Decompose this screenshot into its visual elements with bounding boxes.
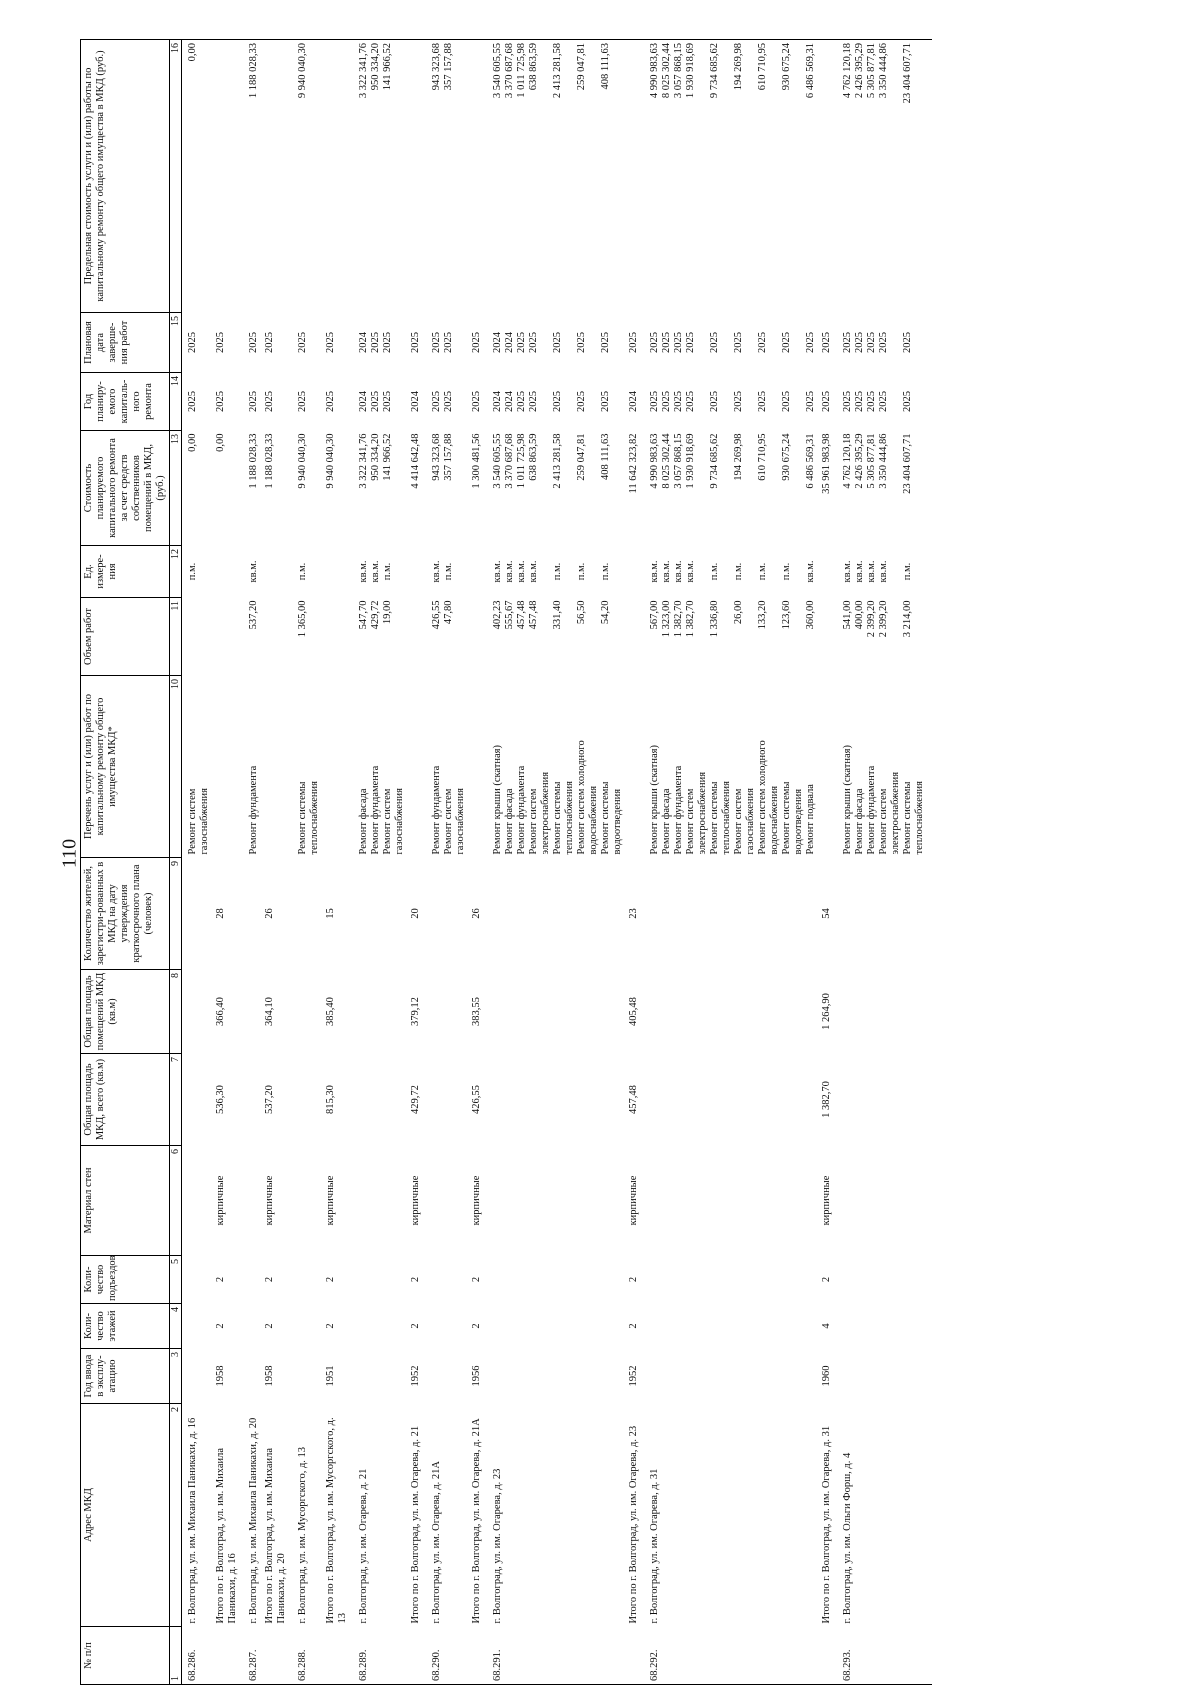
column-number: 15	[170, 313, 182, 373]
cell-col-14: 2024	[410, 391, 421, 412]
cell-col-4: 2	[471, 1323, 482, 1329]
cell-col-5	[353, 1256, 407, 1304]
cell-col-8	[644, 970, 818, 1054]
cell-col-3: 1960	[821, 1365, 832, 1387]
cell-col-11	[468, 598, 487, 676]
cell-col-9	[487, 858, 625, 970]
cell-col-7: 815,30	[325, 1085, 336, 1114]
cell-col-11: 547,70 429,72 19,00	[358, 600, 393, 630]
column-header: Год планиру-емого капиталь-ного ремонта	[81, 373, 170, 431]
cell-col-16	[625, 40, 644, 313]
cell-col-11	[625, 598, 644, 676]
cell-col-2: г. Волгоград, ул. им. Мусоргского, д. 13	[297, 1446, 308, 1624]
cell-col-6	[644, 1146, 818, 1256]
cell-col-9	[353, 858, 407, 970]
cell-col-14: 2025 2025	[431, 391, 454, 412]
cell-col-5: 2	[410, 1276, 421, 1283]
cell-col-3	[243, 1349, 261, 1404]
cell-col-4: 2	[264, 1323, 275, 1329]
cell-col-15: 2025	[325, 332, 336, 353]
cell-col-10	[407, 676, 426, 858]
cell-col-15: 2025	[628, 332, 639, 353]
cell-col-9: 15	[325, 908, 336, 919]
cell-col-12	[212, 546, 243, 598]
column-number: 13	[170, 431, 182, 546]
cell-col-16	[322, 40, 353, 313]
cell-col-4: 2	[410, 1323, 421, 1329]
column-header: Общая площадь МКД, всего (кв.м)	[81, 1054, 170, 1146]
cell-col-15: 2025	[248, 332, 259, 353]
column-header: Коли-чество этажей	[81, 1304, 170, 1349]
cell-col-10	[625, 676, 644, 858]
cell-col-10	[322, 676, 353, 858]
cell-col-15: 2025	[264, 332, 275, 353]
cell-col-15: 2025	[187, 332, 198, 353]
cell-col-3: 1956	[471, 1365, 482, 1387]
cell-col-4	[837, 1304, 932, 1349]
cell-col-16: 1 188 028,33	[243, 40, 261, 313]
cell-col-13: 1 300 481,56	[471, 433, 482, 489]
cell-col-1	[818, 1627, 837, 1685]
cell-col-7: 457,48	[628, 1085, 639, 1114]
column-number-row	[170, 40, 182, 1685]
cell-col-9: 26	[471, 908, 482, 919]
cell-col-15: 2024 2025 2025	[358, 332, 393, 353]
cell-col-9	[837, 858, 932, 970]
total-row	[212, 40, 243, 1685]
cell-col-15: 2025	[821, 332, 832, 353]
cell-col-6	[243, 1146, 261, 1256]
address-row	[487, 40, 625, 1685]
cell-col-7	[292, 1054, 322, 1146]
cell-col-11: 1 365,00	[297, 600, 308, 638]
cell-col-14: 2024	[628, 391, 639, 412]
cell-col-2: Итого по г. Волгоград, ул. им. Огарева, д. 31	[821, 1425, 832, 1624]
cell-col-4	[292, 1304, 322, 1349]
cell-col-13: 11 642 323,82	[628, 433, 639, 494]
cell-col-10	[468, 676, 487, 858]
cell-col-3	[487, 1349, 625, 1404]
cell-col-3	[353, 1349, 407, 1404]
cell-col-1: 68.287.	[243, 1627, 261, 1685]
total-row	[261, 40, 292, 1685]
column-number: 6	[170, 1146, 182, 1256]
column-header: Ед. измере-ния	[81, 546, 170, 598]
cell-col-13: 0,00	[215, 433, 226, 452]
cell-col-15: 2025 2025	[431, 332, 454, 353]
cell-col-10: Ремонт крыши (скатная) Ремонт фасада Ремонт фундамента Ремонт систем электроснабжения Ремонт системы теплоснабжения Ремонт систем газоснабжения Ремонт систем холодного водоснабжения Ремонт системы водоотведения Ремонт подвала	[649, 740, 816, 855]
cell-col-2: г. Волгоград, ул. им. Михаила Паникахи, д. 16	[187, 1417, 198, 1624]
cell-col-13: 4 762 120,18 2 426 395,29 5 305 877,81 3 350 444,86 23 404 607,71	[842, 433, 913, 494]
cell-col-6	[292, 1146, 322, 1256]
cell-col-11: 426,55 47,80	[431, 600, 454, 630]
cell-col-1: 68.289.	[353, 1627, 407, 1685]
cell-col-12: кв.м. кв.м. п.м.	[358, 560, 393, 583]
table-body	[182, 40, 933, 1685]
cell-col-6: кирпичные	[471, 1175, 482, 1226]
column-header: Плановая дата заверше-ния работ	[81, 313, 170, 373]
cell-col-4	[182, 1304, 213, 1349]
column-header: Коли-чество подъездов	[81, 1256, 170, 1304]
cell-col-14: 2024 2025 2025	[358, 391, 393, 412]
cell-col-1: 68.286.	[182, 1627, 213, 1685]
column-number: 14	[170, 373, 182, 431]
cell-col-8	[292, 970, 322, 1054]
cell-col-12	[625, 546, 644, 598]
cell-col-9: 23	[628, 908, 639, 919]
cell-col-13: 1 188 028,33	[264, 433, 275, 489]
rotated-table-container	[80, 40, 1125, 1685]
column-header: Год ввода в эксплу-атацию	[81, 1349, 170, 1404]
cell-col-7	[837, 1054, 932, 1146]
cell-col-4	[487, 1304, 625, 1349]
cell-col-9	[426, 858, 468, 970]
cell-col-13: 4 414 642,48	[410, 433, 421, 489]
address-row	[292, 40, 322, 1685]
column-number: 16	[170, 40, 182, 313]
cell-col-9: 28	[215, 908, 226, 919]
cell-col-14: 2025	[264, 391, 275, 412]
cell-col-12	[407, 546, 426, 598]
cell-col-10: Ремонт фасада Ремонт фундамента Ремонт систем газоснабжения	[358, 765, 405, 855]
cell-col-9	[243, 858, 261, 970]
cell-col-5	[426, 1256, 468, 1304]
cell-col-5: 2	[821, 1276, 832, 1283]
cell-col-8: 385,40	[325, 997, 336, 1026]
column-number: 8	[170, 970, 182, 1054]
cell-col-6: кирпичные	[628, 1175, 639, 1226]
cell-col-3	[182, 1349, 213, 1404]
cell-col-8	[182, 970, 213, 1054]
cell-col-16	[818, 40, 837, 313]
cell-col-11	[407, 598, 426, 676]
cell-col-4: 2	[215, 1323, 226, 1329]
cell-col-7	[487, 1054, 625, 1146]
cell-col-14: 2025	[325, 391, 336, 412]
cell-col-2: г. Волгоград, ул. им. Огарева, д. 31	[649, 1468, 660, 1624]
cell-col-14: 2025	[821, 391, 832, 412]
cell-col-16: 3 322 341,76 950 334,20 141 966,52	[353, 40, 407, 313]
cell-col-13: 943 323,68 357 157,88	[431, 433, 454, 481]
cell-col-12	[818, 546, 837, 598]
cell-col-7	[353, 1054, 407, 1146]
cell-col-6: кирпичные	[215, 1175, 226, 1226]
cell-col-1	[625, 1627, 644, 1685]
cell-col-6	[837, 1146, 932, 1256]
cell-col-1	[212, 1627, 243, 1685]
cell-col-15: 2025 2025 2025 2025 2025 2025 2025 2025 2025	[649, 332, 816, 353]
header-row	[81, 40, 170, 1685]
cell-col-4	[243, 1304, 261, 1349]
column-header: Количество жителей, зарегистри-рованных в МКД на дату утверждения краткосрочного плана (человек)	[81, 858, 170, 970]
cell-col-10	[818, 676, 837, 858]
cell-col-7	[644, 1054, 818, 1146]
cell-col-12: кв.м. кв.м. кв.м. кв.м. п.м. п.м. п.м.	[492, 560, 611, 583]
cell-col-16: 943 323,68 357 157,88	[426, 40, 468, 313]
cell-col-8: 366,40	[215, 997, 226, 1026]
cell-col-1	[322, 1627, 353, 1685]
column-number: 11	[170, 598, 182, 676]
cell-col-5: 2	[628, 1276, 639, 1283]
column-number: 12	[170, 546, 182, 598]
cell-col-12: п.м.	[297, 562, 308, 581]
cell-col-14: 2025 2025 2025 2025 2025 2025 2025 2025 2025	[649, 391, 816, 412]
cell-col-3: 1952	[628, 1365, 639, 1387]
cell-col-12	[261, 546, 292, 598]
cell-col-3: 1958	[264, 1365, 275, 1387]
cell-col-1: 68.291.	[487, 1627, 625, 1685]
cell-col-7: 537,20	[264, 1085, 275, 1114]
cell-col-5	[837, 1256, 932, 1304]
cell-col-9: 26	[264, 908, 275, 919]
cell-col-8	[426, 970, 468, 1054]
cell-col-10: Ремонт систем газоснабжения	[187, 788, 210, 855]
cell-col-8	[353, 970, 407, 1054]
cell-col-9	[292, 858, 322, 970]
cell-col-8: 364,10	[264, 997, 275, 1026]
cell-col-2: Итого по г. Волгоград, ул. им. Мусоргского, д. 13	[325, 1417, 348, 1624]
capital-repair-plan-table	[80, 39, 932, 1685]
column-header: Адрес МКД	[81, 1404, 170, 1627]
cell-col-5: 2	[325, 1276, 336, 1283]
cell-col-13: 1 188 028,33	[248, 433, 259, 489]
cell-col-7: 429,72	[410, 1085, 421, 1114]
cell-col-13: 9 940 040,30	[297, 433, 308, 489]
cell-col-10: Ремонт системы теплоснабжения	[297, 781, 320, 855]
column-header: Материал стен	[81, 1146, 170, 1256]
cell-col-7	[426, 1054, 468, 1146]
cell-col-2: г. Волгоград, ул. им. Ольги Форш, д. 4	[842, 1452, 853, 1624]
cell-col-1: 68.288.	[292, 1627, 322, 1685]
cell-col-10: Ремонт фундамента Ремонт систем газоснабжения	[431, 765, 466, 855]
cell-col-4	[426, 1304, 468, 1349]
page-number: 110	[58, 838, 81, 869]
cell-col-13: 9 940 040,30	[325, 433, 336, 489]
cell-col-5: 2	[215, 1276, 226, 1283]
cell-col-10: Ремонт фундамента	[248, 765, 259, 855]
cell-col-5	[487, 1256, 625, 1304]
cell-col-2: Итого по г. Волгоград, ул. им. Огарева, д. 23	[628, 1425, 639, 1624]
cell-col-14: 2024 2024 2025 2025 2025 2025 2025	[492, 391, 611, 412]
cell-col-10: Ремонт крыши (скатная) Ремонт фасада Ремонт фундамента Ремонт систем электроснабжения Ремонт системы теплоснабжения Ремонт систем холодного водоснабжения Ремонт системы водоотведения	[492, 740, 623, 855]
address-row	[182, 40, 213, 1685]
cell-col-13: 3 540 605,55 3 370 687,68 1 011 725,98 638 863,59 2 413 281,58 259 047,81 408 111,63	[492, 433, 611, 489]
cell-col-16	[407, 40, 426, 313]
column-number: 7	[170, 1054, 182, 1146]
address-row	[837, 40, 932, 1685]
cell-col-8: 379,12	[410, 997, 421, 1026]
cell-col-15: 2025 2025 2025 2025 2025	[842, 332, 913, 353]
cell-col-2: Итого по г. Волгоград, ул. им. Огарева, д. 21	[410, 1425, 421, 1624]
cell-col-11: 567,00 1 323,00 1 382,70 1 382,70 1 336,80 26,00 133,20 123,60 360,00	[649, 600, 816, 638]
cell-col-6: кирпичные	[821, 1175, 832, 1226]
cell-col-15: 2025	[297, 332, 308, 353]
cell-col-4: 2	[628, 1323, 639, 1329]
cell-col-14: 2025	[297, 391, 308, 412]
column-number: 9	[170, 858, 182, 970]
cell-col-8: 1 264,90	[821, 993, 832, 1030]
cell-col-12: кв.м. п.м.	[431, 560, 454, 583]
cell-col-8	[487, 970, 625, 1054]
cell-col-10: Ремонт крыши (скатная) Ремонт фасада Ремонт фундамента Ремонт систем электроснабжения Ремонт системы теплоснабжения	[842, 744, 925, 855]
cell-col-7: 1 382,70	[821, 1081, 832, 1118]
cell-col-5	[243, 1256, 261, 1304]
cell-col-6	[353, 1146, 407, 1256]
column-number: 1	[170, 1627, 182, 1685]
column-number: 2	[170, 1404, 182, 1627]
cell-col-3	[837, 1349, 932, 1404]
cell-col-11	[818, 598, 837, 676]
cell-col-8	[837, 970, 932, 1054]
cell-col-14: 2025	[471, 391, 482, 412]
cell-col-2: г. Волгоград, ул. им. Огарева, д. 21	[358, 1468, 369, 1624]
address-row	[426, 40, 468, 1685]
cell-col-16: 4 990 983,63 8 025 302,44 3 057 868,15 1 930 918,69 9 734 685,62 194 269,98 610 710,95 930 675,24 6 486 569,31	[644, 40, 818, 313]
cell-col-14: 2025 2025 2025 2025 2025	[842, 391, 913, 412]
cell-col-9	[644, 858, 818, 970]
column-header: Предельная стоимость услуги и (или) работы по капитальному ремонту общего имущества в МКД (руб.)	[81, 40, 170, 313]
cell-col-7: 536,30	[215, 1085, 226, 1114]
cell-col-1: 68.290.	[426, 1627, 468, 1685]
column-number: 3	[170, 1349, 182, 1404]
cell-col-3: 1952	[410, 1365, 421, 1387]
column-number: 10	[170, 676, 182, 858]
cell-col-16	[212, 40, 243, 313]
cell-col-8	[243, 970, 261, 1054]
cell-col-11	[212, 598, 243, 676]
cell-col-5: 2	[471, 1276, 482, 1283]
column-header: Перечень услуг и (или) работ по капитальному ремонту общего имущества МКД*	[81, 676, 170, 858]
cell-col-16: 4 762 120,18 2 426 395,29 5 305 877,81 3 350 444,86 23 404 607,71	[837, 40, 932, 313]
cell-col-16: 3 540 605,55 3 370 687,68 1 011 725,98 638 863,59 2 413 281,58 259 047,81 408 111,63	[487, 40, 625, 313]
cell-col-14: 2025	[187, 391, 198, 412]
cell-col-15: 2024 2024 2025 2025 2025 2025 2025	[492, 332, 611, 353]
cell-col-5	[292, 1256, 322, 1304]
cell-col-2: г. Волгоград, ул. им. Огарева, д. 21А	[431, 1461, 442, 1624]
cell-col-2: г. Волгоград, ул. им. Огарева, д. 23	[492, 1468, 503, 1624]
cell-col-11	[182, 598, 213, 676]
cell-col-12	[322, 546, 353, 598]
cell-col-12: кв.м. кв.м. кв.м. кв.м. п.м. п.м. п.м. п.м. кв.м.	[649, 560, 816, 583]
address-row	[644, 40, 818, 1685]
column-header: Стоимость планируемого капитального ремонта за счет средств собственников помещений в МКД, (руб.)	[81, 431, 170, 546]
cell-col-10	[212, 676, 243, 858]
cell-col-16: 0,00	[182, 40, 213, 313]
cell-col-11: 537,20	[248, 600, 259, 630]
cell-col-7: 426,55	[471, 1085, 482, 1114]
address-row	[353, 40, 407, 1685]
cell-col-4	[353, 1304, 407, 1349]
cell-col-6: кирпичные	[325, 1175, 336, 1226]
cell-col-6	[487, 1146, 625, 1256]
cell-col-11: 402,23 555,67 457,48 457,48 331,40 56,50 54,20	[492, 600, 611, 630]
cell-col-1	[468, 1627, 487, 1685]
cell-col-1	[407, 1627, 426, 1685]
cell-col-10	[261, 676, 292, 858]
cell-col-5	[182, 1256, 213, 1304]
cell-col-15: 2025	[471, 332, 482, 353]
column-header: № п/п	[81, 1627, 170, 1685]
column-header: Объем работ	[81, 598, 170, 676]
cell-col-12	[468, 546, 487, 598]
cell-col-9: 20	[410, 908, 421, 919]
cell-col-13: 0,00	[187, 433, 198, 452]
column-number: 5	[170, 1256, 182, 1304]
cell-col-4	[644, 1304, 818, 1349]
cell-col-5	[644, 1256, 818, 1304]
cell-col-12: п.м.	[187, 562, 198, 581]
cell-col-14: 2025	[248, 391, 259, 412]
cell-col-12: кв.м. кв.м. кв.м. кв.м. п.м.	[842, 560, 913, 583]
cell-col-8: 405,48	[628, 997, 639, 1026]
cell-col-3: 1951	[325, 1365, 336, 1387]
cell-col-3	[292, 1349, 322, 1404]
column-header: Общая площадь помещений МКД (кв.м)	[81, 970, 170, 1054]
cell-col-7	[243, 1054, 261, 1146]
cell-col-11	[261, 598, 292, 676]
cell-col-4: 2	[325, 1323, 336, 1329]
cell-col-6: кирпичные	[410, 1175, 421, 1226]
cell-col-2: Итого по г. Волгоград, ул. им. Михаила Паникахи, д. 20	[264, 1447, 287, 1624]
cell-col-1: 68.293.	[837, 1627, 932, 1685]
table-header	[81, 40, 182, 1685]
cell-col-6: кирпичные	[264, 1175, 275, 1226]
cell-col-13: 35 961 983,98	[821, 433, 832, 494]
address-row	[243, 40, 261, 1685]
cell-col-9	[182, 858, 213, 970]
cell-col-3	[426, 1349, 468, 1404]
cell-col-2: Итого по г. Волгоград, ул. им. Огарева, д. 21А	[471, 1418, 482, 1624]
cell-col-5: 2	[264, 1276, 275, 1283]
total-row	[322, 40, 353, 1685]
cell-col-8: 383,55	[471, 997, 482, 1026]
cell-col-11	[322, 598, 353, 676]
cell-col-1	[261, 1627, 292, 1685]
cell-col-2: Итого по г. Волгоград, ул. им. Михаила Паникахи, д. 16	[215, 1447, 238, 1624]
cell-col-3: 1958	[215, 1365, 226, 1387]
column-number: 4	[170, 1304, 182, 1349]
total-row	[407, 40, 426, 1685]
total-row	[625, 40, 644, 1685]
cell-col-2: г. Волгоград, ул. им. Михаила Паникахи, д. 20	[248, 1417, 259, 1624]
cell-col-6	[426, 1146, 468, 1256]
cell-col-9: 54	[821, 908, 832, 919]
cell-col-14: 2025	[215, 391, 226, 412]
cell-col-15: 2025	[215, 332, 226, 353]
cell-col-3	[644, 1349, 818, 1404]
total-row	[468, 40, 487, 1685]
cell-col-15: 2025	[410, 332, 421, 353]
cell-col-12: кв.м.	[248, 560, 259, 583]
cell-col-13: 4 990 983,63 8 025 302,44 3 057 868,15 1 930 918,69 9 734 685,62 194 269,98 610 710,95 930 675,24 6 486 569,31	[649, 433, 816, 489]
cell-col-1: 68.292.	[644, 1627, 818, 1685]
cell-col-16: 9 940 040,30	[292, 40, 322, 313]
cell-col-4: 4	[821, 1323, 832, 1329]
cell-col-16	[261, 40, 292, 313]
cell-col-11: 541,00 400,00 2 399,20 2 399,20 3 214,00	[842, 600, 913, 638]
cell-col-7	[182, 1054, 213, 1146]
total-row	[818, 40, 837, 1685]
cell-col-6	[182, 1146, 213, 1256]
cell-col-16	[468, 40, 487, 313]
cell-col-13: 3 322 341,76 950 334,20 141 966,52	[358, 433, 393, 489]
